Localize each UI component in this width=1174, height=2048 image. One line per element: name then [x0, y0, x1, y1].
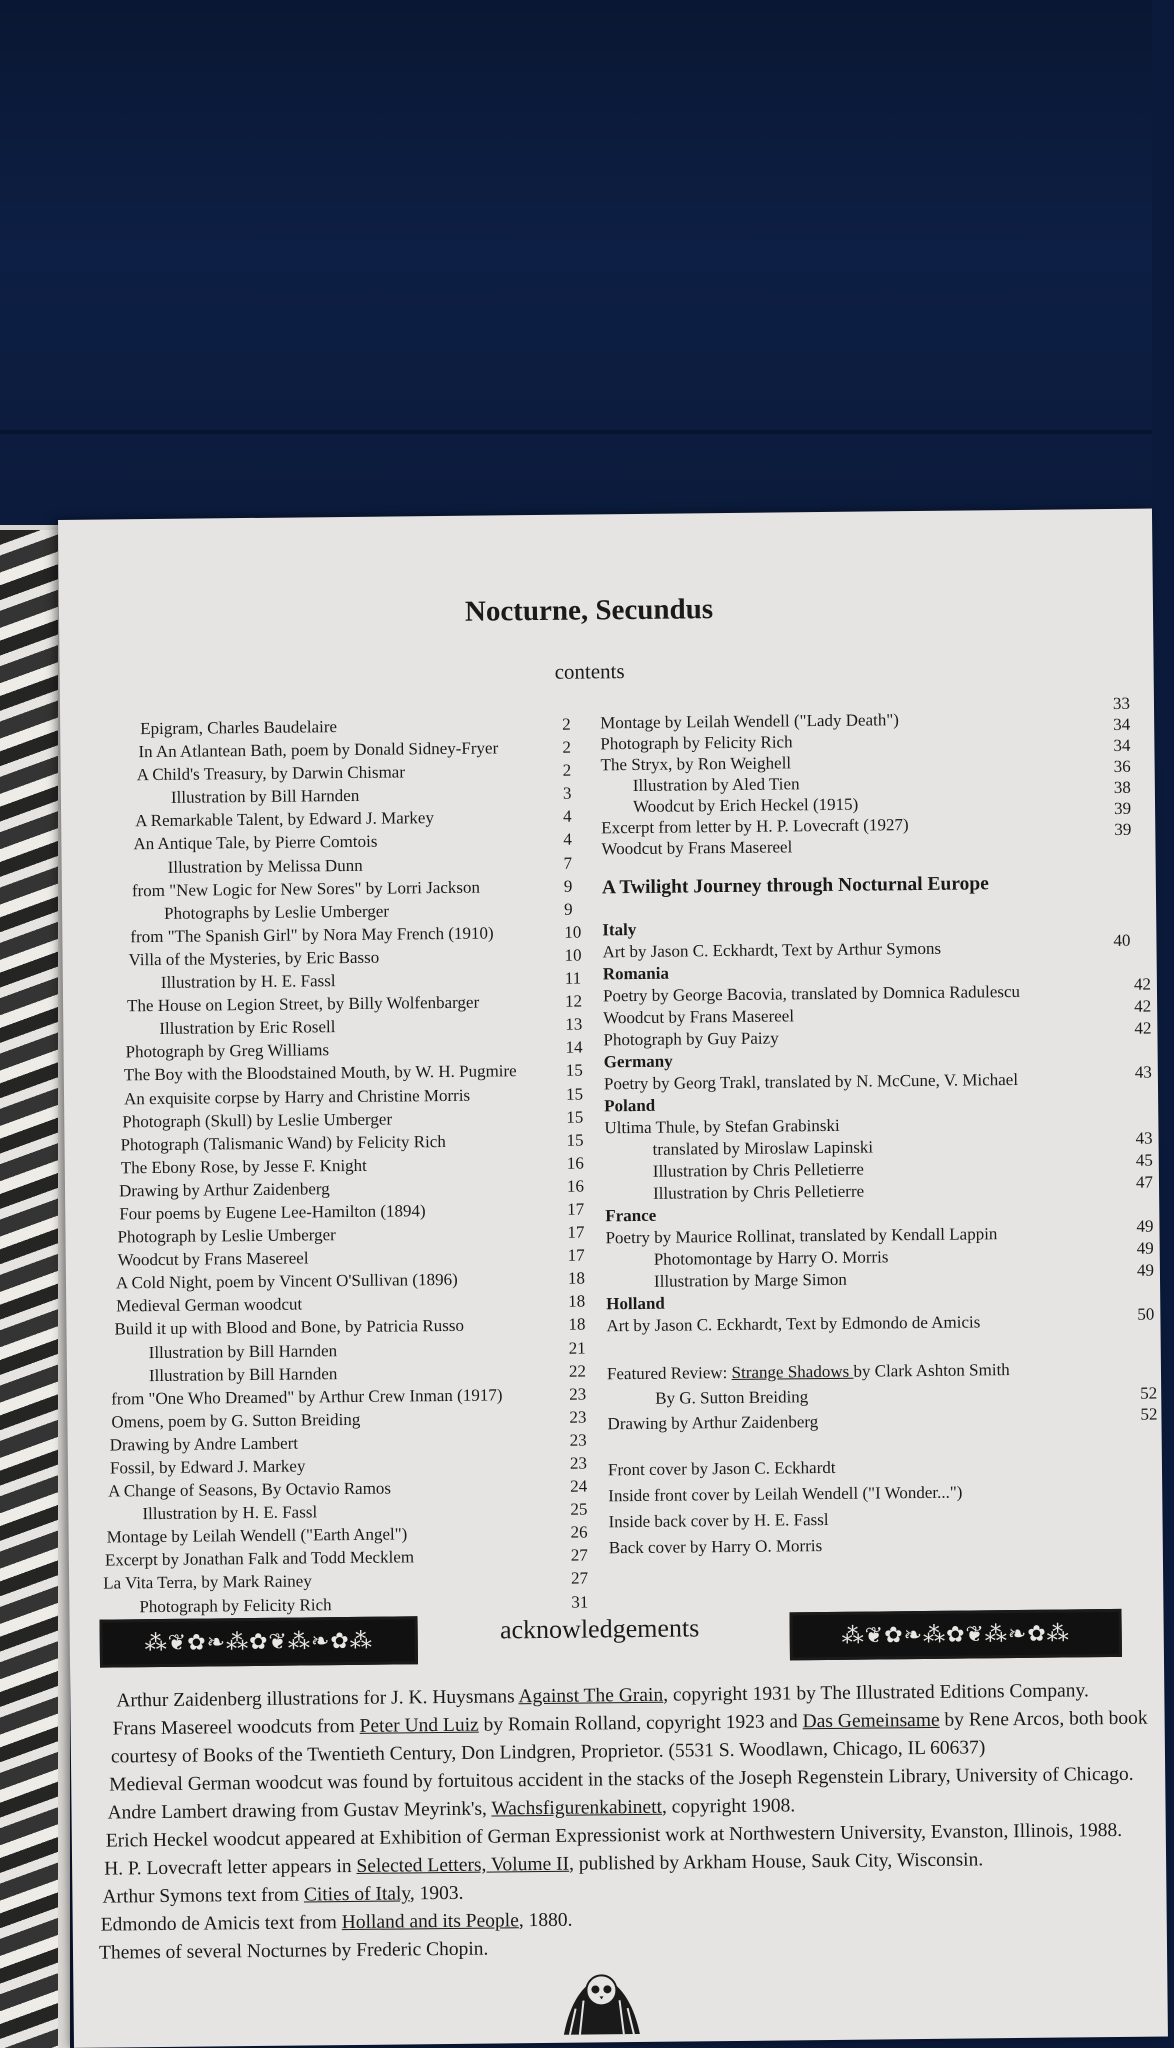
ack-source-title: Selected Letters, Volume II: [356, 1853, 570, 1877]
toc-entry-title: Poetry by Maurice Rollinat, translated by Kendall Lappin: [605, 1224, 998, 1248]
toc-entry-page: 45: [1135, 1150, 1153, 1170]
toc-entry-page: 11: [564, 968, 582, 988]
background-fold: [0, 430, 1152, 434]
toc-entry-title: Illustration by Bill Harnden: [148, 1363, 338, 1385]
toc-entry-page: 27: [570, 1545, 588, 1566]
toc-entry-title: Art by Jason C. Eckhardt, Text by Edmondo de Amicis: [606, 1312, 981, 1336]
toc-entry-page: 21: [568, 1338, 586, 1358]
toc-entry-page: 2: [562, 760, 572, 780]
toc-entry-title: The House on Legion Street, by Billy Wolfenbarger: [126, 992, 480, 1016]
country-heading: Holland: [606, 1293, 665, 1314]
ack-text: , 1880.: [518, 1909, 573, 1932]
toc-entry-title: Illustration by Chris Pelletierre: [652, 1159, 864, 1181]
ack-source-title: Cities of Italy: [303, 1883, 410, 1906]
cover-credit: Inside back cover by H. E. Fassl: [608, 1509, 829, 1532]
toc-entry-page: 17: [567, 1199, 585, 1219]
ack-text: Medieval German woodcut was found by fortuitous accident in the stacks of the Joseph Regenstein Library, University of Chicago.: [109, 1763, 1134, 1796]
ack-source-title: Das Gemeinsame: [802, 1709, 940, 1733]
toc-entry-title: Drawing by Arthur Zaidenberg: [118, 1179, 330, 1201]
toc-entry-title: Ultima Thule, by Stefan Grabinski: [604, 1115, 840, 1138]
ack-text: , copyright 1931 by The Illustrated Editions Company.: [663, 1680, 1089, 1706]
toc-entry-page: 18: [568, 1314, 586, 1335]
toc-entry-page: 15: [565, 1060, 583, 1081]
page-title: Nocturne, Secundus: [464, 593, 714, 628]
toc-entry-page: 18: [567, 1268, 586, 1288]
toc-entry-page: 40: [1113, 930, 1131, 950]
toc-entry-page: 15: [566, 1107, 584, 1127]
toc-entry-page: 43: [1134, 1062, 1152, 1082]
toc-entry-title: The Stryx, by Ron Weighell: [600, 753, 792, 775]
toc-entry-page: 4: [563, 807, 572, 827]
ack-text: , copyright 1908.: [661, 1795, 796, 1818]
toc-entry-title: Woodcut by Frans Masereel: [603, 1006, 795, 1028]
country-heading: Italy: [602, 919, 637, 940]
toc-entry-title: A Child's Treasury, by Darwin Chismar: [136, 762, 406, 785]
toc-entry-page: 49: [1136, 1238, 1154, 1258]
featured-review-title: Strange Shadows: [731, 1361, 854, 1382]
toc-entry-page: 22: [568, 1361, 587, 1381]
featured-review-by: By G. Sutton Breiding: [655, 1387, 809, 1408]
ack-source-title: Peter Und Luiz: [359, 1714, 479, 1737]
country-heading: France: [605, 1205, 657, 1226]
cover-credit: Back cover by Harry O. Morris: [608, 1536, 823, 1558]
ack-source-title: Holland and its People: [341, 1910, 519, 1934]
toc-entry-page: 23: [569, 1430, 587, 1450]
toc-entry-title: Montage by Leilah Wendell ("Earth Angel"): [106, 1524, 408, 1547]
toc-entry-page: 42: [1134, 996, 1152, 1016]
toc-entry-title: Drawing by Andre Lambert: [109, 1433, 299, 1455]
ack-text: Arthur Symons text from: [102, 1884, 305, 1908]
toc-entry-page: 3: [562, 783, 572, 804]
toc-entry-title: translated by Miroslaw Lapinski: [652, 1137, 874, 1159]
toc-entry-title: A Cold Night, poem by Vincent O'Sullivan (1896): [115, 1270, 458, 1293]
ack-text: by Romain Rolland, copyright 1923 and: [478, 1711, 803, 1736]
toc-entry-title: Photograph by Guy Paizy: [603, 1028, 779, 1050]
toc-entry-page: 34: [1113, 714, 1131, 734]
toc-entry-page: 49: [1136, 1216, 1154, 1236]
toc-entry-page: 4: [563, 830, 572, 850]
ack-text: Edmondo de Amicis text from: [100, 1912, 342, 1936]
ack-text: Frans Masereel woodcuts from: [112, 1715, 360, 1740]
toc-entry-page: 16: [566, 1176, 585, 1196]
featured-review: [607, 1359, 1010, 1385]
toc-entry-page: 25: [570, 1499, 588, 1519]
toc-entry-title: Illustration by Bill Harnden: [148, 1340, 338, 1362]
toc-entry-title: Art by Jason C. Eckhardt, Text by Arthur Symons: [602, 938, 942, 962]
country-heading: Poland: [604, 1095, 656, 1116]
country-heading: Germany: [603, 1051, 673, 1072]
ack-text: Arthur Zaidenberg illustrations for J. K. Huysmans: [116, 1686, 519, 1712]
toc-entry-page: 2: [562, 714, 571, 734]
toc-entry-title: Photograph by Leslie Umberger: [117, 1225, 336, 1247]
toc-entry-title: Woodcut by Erich Heckel (1915): [632, 794, 859, 816]
featured-review-author: by Clark Ashton Smith: [853, 1360, 1010, 1381]
toc-entry-page: 12: [564, 991, 583, 1011]
toc-entry-title: Omens, poem by G. Sutton Breiding: [111, 1409, 361, 1432]
ack-text: Andre Lambert drawing from Gustav Meyrink's,: [107, 1798, 492, 1824]
toc-entry-page: 15: [566, 1130, 584, 1150]
acknowledgements-heading: acknowledgements: [499, 1613, 700, 1645]
toc-entry-title: Montage by Leilah Wendell ("Lady Death"): [600, 710, 899, 733]
toc-entry-title: Epigram, Charles Baudelaire: [140, 717, 338, 739]
toc-entry-page: 33: [1112, 693, 1131, 713]
ack-source-title: Wachsfigurenkabinett: [491, 1796, 663, 1820]
cover-credit: Inside front cover by Leilah Wendell ("I Wonder..."): [608, 1482, 963, 1506]
toc-entry-page: 24: [570, 1476, 588, 1496]
toc-entry-page: 13: [565, 1014, 583, 1034]
toc-entry-title: Excerpt from letter by H. P. Lovecraft (1927): [601, 815, 909, 838]
toc-entry-page: 18: [568, 1291, 586, 1312]
section-heading-twilight: A Twilight Journey through Nocturnal Europe: [601, 873, 989, 899]
toc-entry-title: The Ebony Rose, by Jesse F. Knight: [120, 1155, 367, 1178]
toc-entry-page: 10: [564, 945, 582, 965]
left-contents-column: [80, 712, 619, 1618]
toc-entry-title: Photograph by Felicity Rich: [600, 732, 793, 754]
cover-credit: Front cover by Jason C. Eckhardt: [607, 1457, 836, 1480]
toc-entry-page: 17: [567, 1245, 585, 1265]
country-heading: Romania: [602, 963, 670, 984]
featured-drawing: Drawing by Arthur Zaidenberg: [607, 1412, 819, 1434]
toc-entry-title: Illustration by Eric Rosell: [159, 1017, 336, 1039]
toc-entry-page: 50: [1137, 1304, 1155, 1324]
toc-entry-page: 9: [564, 899, 573, 919]
skull-wings-emblem: [561, 1964, 642, 2035]
toc-entry-title: Illustration by H. E. Fassl: [160, 971, 336, 992]
toc-entry-page: 38: [1113, 777, 1131, 797]
ornament-pattern: ⁂❦✿❧⁂✿❦⁂❧✿⁂: [841, 1620, 1070, 1648]
toc-entry-title: Illustration by H. E. Fassl: [142, 1502, 318, 1524]
toc-entry-title: Four poems by Eugene Lee-Hamilton (1894): [119, 1201, 426, 1224]
dark-background: [0, 0, 1152, 560]
toc-entry-title: from "New Logic for New Sores" by Lorri Jackson: [131, 877, 481, 900]
ack-text: by Rene Arcos, both book: [939, 1707, 1148, 1731]
toc-entry-title: An exquisite corpse by Harry and Christine Morris: [123, 1085, 471, 1108]
toc-entry-page: 17: [567, 1222, 585, 1242]
right-contents-column: [600, 689, 1158, 1558]
toc-entry-title: La Vita Terra, by Mark Rainey: [103, 1571, 312, 1594]
toc-entry-title: Illustration by Aled Tien: [632, 774, 800, 795]
ack-text: courtesy of Books of the Twentieth Century, Don Lindgren, Proprietor. (5531 S. Woodlawn, Chicago, IL 60637): [110, 1737, 986, 1768]
ack-text: H. P. Lovecraft letter appears in: [104, 1855, 357, 1880]
ornament-left: [100, 1616, 418, 1667]
toc-entry-title: Medieval German woodcut: [116, 1294, 303, 1316]
toc-entry-page: 47: [1135, 1172, 1154, 1192]
ack-text: , published by Arkham House, Sauk City, Wisconsin.: [568, 1849, 984, 1875]
toc-entry-title: Woodcut by Frans Masereel: [601, 837, 793, 859]
toc-entry-page: 9: [563, 876, 573, 896]
toc-entry-page: 43: [1135, 1128, 1153, 1148]
acknowledgements-text: [30, 1676, 1173, 1968]
toc-entry-page: 7: [563, 853, 573, 873]
magazine-page: [58, 509, 1168, 2048]
ack-source-title: Against The Grain: [518, 1684, 664, 1708]
toc-entry-title: Illustration by Melissa Dunn: [167, 855, 363, 877]
toc-entry-page: 23: [569, 1453, 588, 1473]
toc-entry-page: 27: [571, 1568, 589, 1589]
toc-entry-title: Photomontage by Harry O. Morris: [653, 1247, 889, 1269]
ornament-right: [789, 1609, 1121, 1660]
toc-entry-page: 23: [569, 1384, 587, 1404]
toc-entry-title: The Boy with the Bloodstained Mouth, by W. H. Pugmire: [123, 1061, 517, 1085]
toc-entry-title: Poetry by George Bacovia, translated by Domnica Radulescu: [602, 981, 1021, 1006]
toc-entry-title: Photograph (Talismanic Wand) by Felicity Rich: [120, 1131, 446, 1155]
ack-text: Themes of several Nocturnes by Frederic Chopin.: [98, 1938, 489, 1964]
toc-entry-page: 34: [1113, 735, 1131, 755]
toc-entry-title: Illustration by Bill Harnden: [170, 786, 360, 808]
toc-entry-title: Fossil, by Edward J. Markey: [109, 1456, 306, 1478]
toc-entry-page: 2: [562, 737, 572, 757]
toc-entry-title: Woodcut by Frans Masereel: [117, 1248, 309, 1270]
toc-entry-page: 15: [565, 1084, 584, 1104]
toc-entry-page: 23: [569, 1407, 587, 1427]
toc-entry-page: 26: [570, 1522, 588, 1542]
toc-entry-title: An Antique Tale, by Pierre Comtois: [133, 832, 378, 854]
toc-entry-page: 36: [1113, 756, 1131, 776]
toc-entry-title: Villa of the Mysteries, by Eric Basso: [128, 947, 380, 970]
toc-entry-title: Illustration by Chris Pelletierre: [652, 1181, 865, 1203]
toc-entry-page: 14: [565, 1037, 583, 1058]
contents-heading: contents: [554, 659, 625, 684]
toc-entry-title: Photograph by Felicity Rich: [139, 1594, 332, 1616]
toc-entry-title: Illustration by Marge Simon: [653, 1269, 847, 1291]
toc-entry-title: Photograph by Greg Williams: [125, 1040, 330, 1062]
toc-entry-title: Poetry by Georg Trakl, translated by N. McCune, V. Michael: [603, 1069, 1019, 1094]
toc-entry-title: Excerpt by Jonathan Falk and Todd Mecklem: [104, 1547, 415, 1570]
toc-entry-title: Photograph (Skull) by Leslie Umberger: [122, 1109, 393, 1131]
ack-text: Erich Heckel woodcut appeared at Exhibition of German Expressionist work at Northwestern University, Evanston, Illinois, 1988.: [105, 1819, 1123, 1852]
toc-entry-title: In An Atlantean Bath, poem by Donald Sidney-Fryer: [138, 738, 499, 762]
toc-entry-title: A Change of Seasons, By Octavio Ramos: [108, 1478, 392, 1501]
toc-entry-title: A Remarkable Talent, by Edward J. Markey: [135, 808, 434, 831]
toc-entry-title: Photographs by Leslie Umberger: [164, 901, 390, 923]
toc-entry-title: from "One Who Dreamed" by Arthur Crew Inman (1917): [111, 1385, 503, 1409]
toc-entry-page: 31: [571, 1592, 589, 1612]
ack-text: , 1903.: [409, 1882, 464, 1905]
toc-entry-page: 39: [1114, 819, 1132, 839]
ornament-pattern: ⁂❦✿❧⁂✿❦⁂❧✿⁂: [144, 1627, 373, 1656]
featured-review-prefix: Featured Review:: [606, 1362, 732, 1384]
toc-entry-page: 52: [1140, 1404, 1158, 1424]
toc-entry-page: 42: [1133, 974, 1152, 994]
toc-entry-title: from "The Spanish Girl" by Nora May French (1910): [130, 923, 494, 947]
toc-entry-page: 39: [1113, 798, 1132, 818]
toc-entry-page: 16: [566, 1153, 584, 1173]
toc-entry-title: Build it up with Blood and Bone, by Patricia Russo: [114, 1316, 465, 1339]
toc-entry-page: 49: [1136, 1260, 1155, 1280]
toc-entry-page: 42: [1134, 1018, 1152, 1038]
toc-entry-page: 10: [564, 922, 582, 942]
toc-entry-page: 52: [1140, 1383, 1158, 1403]
